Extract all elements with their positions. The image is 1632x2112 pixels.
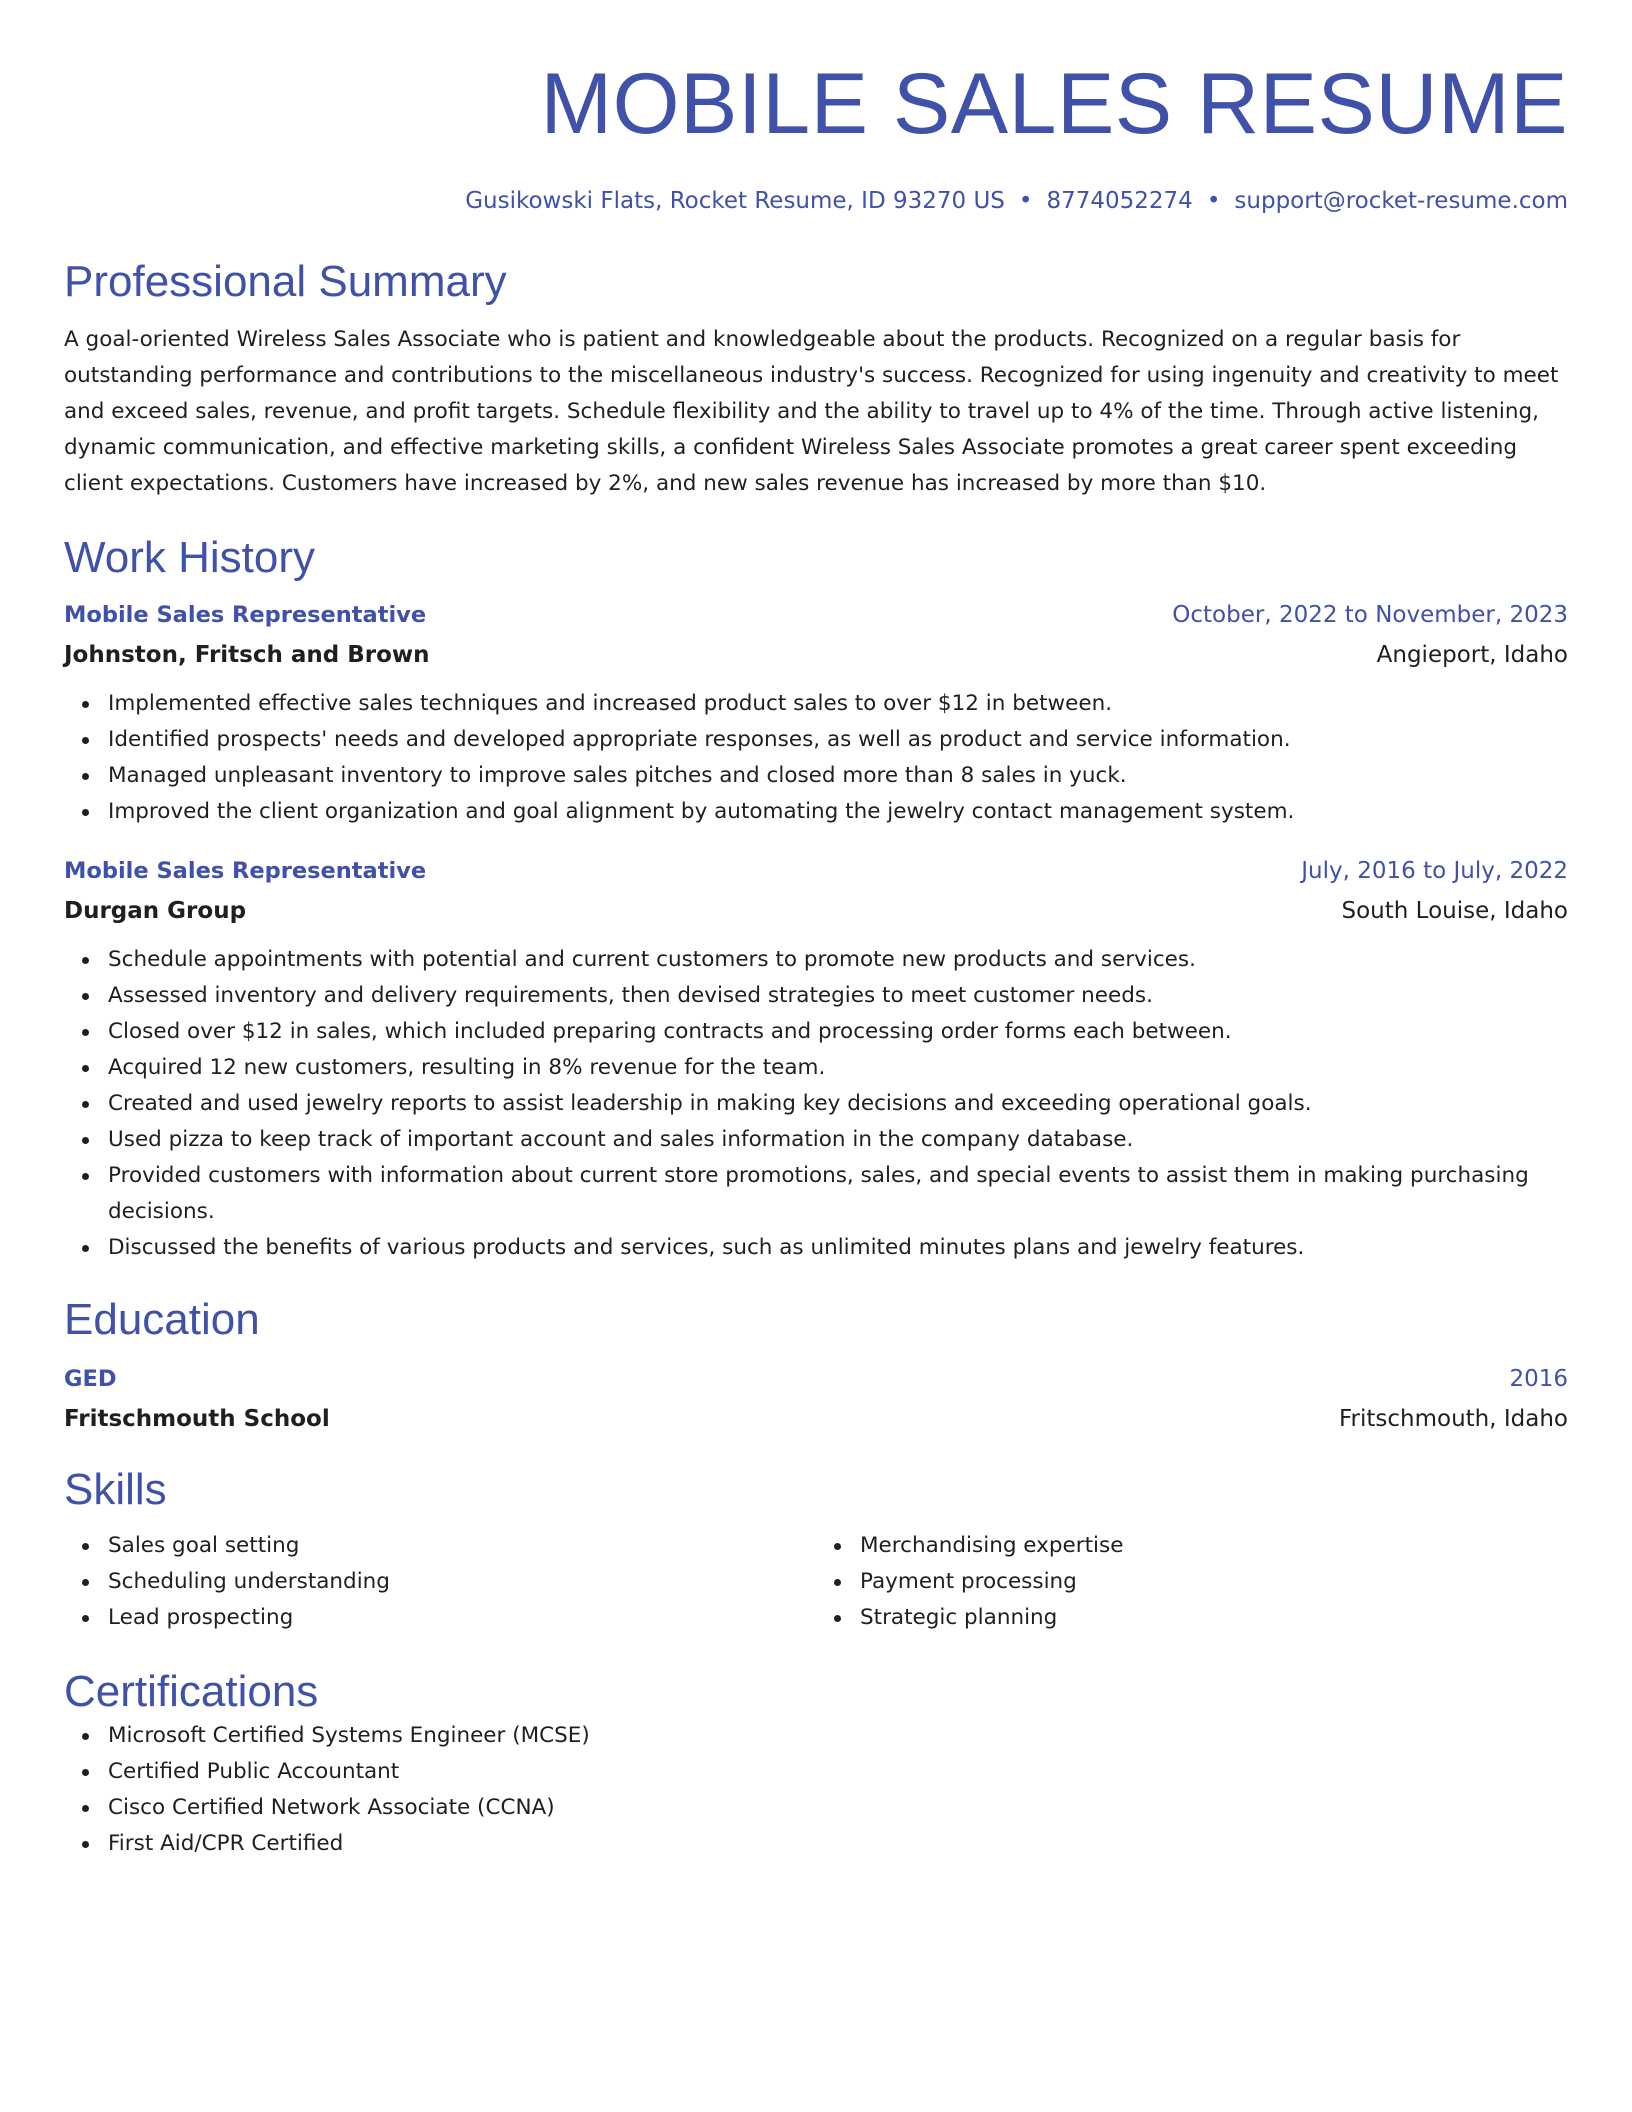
skill-item: Scheduling understanding	[108, 1564, 816, 1600]
job-bullet: Identified prospects' needs and developed appropriate responses, as well as product and service information.	[108, 722, 1568, 758]
summary-text: A goal-oriented Wireless Sales Associate who is patient and knowledgeable about the products. Recognized on a regular basis for outstanding performance and contributions to the miscellaneous industry's success. Recognized for using ingenuity and creativity to meet and exceed sales, revenue, and profit targets. Schedule flexibility and the ability to travel up to 4% of the time. Through active listening, dynamic communication, and effective marketing skills, a confident Wireless Sales Associate promotes a great career spent exceeding client expectations. Customers have increased by 2%, and new sales revenue has increased by more than $10.	[64, 327, 1559, 496]
job-company-row	[64, 640, 1568, 670]
job-bullet: Schedule appointments with potential and current customers to promote new products and services.	[108, 942, 1568, 978]
skill-item: Merchandising expertise	[860, 1528, 1568, 1564]
certification-item: Microsoft Certified Systems Engineer (MCSE)	[108, 1718, 1568, 1754]
job-entry	[64, 856, 1568, 1266]
certifications-list	[64, 1718, 1568, 1862]
resume-name: MOBILE SALES RESUME	[540, 56, 1568, 152]
contact-separator: •	[1206, 188, 1221, 214]
job-bullets	[64, 942, 1568, 1266]
skill-item: Payment processing	[860, 1564, 1568, 1600]
job-bullet: Created and used jewelry reports to assist leadership in making key decisions and exceeding operational goals.	[108, 1086, 1568, 1122]
job-company: Johnston, Fritsch and Brown	[64, 642, 430, 668]
contact-email: support@rocket-resume.com	[1234, 188, 1568, 214]
education-degree: GED	[64, 1366, 117, 1392]
summary-heading: Professional Summary	[64, 257, 507, 306]
certification-item: Cisco Certified Network Associate (CCNA)	[108, 1790, 1568, 1826]
skills-columns	[64, 1528, 1568, 1636]
job-bullet: Assessed inventory and delivery requirements, then devised strategies to meet customer needs.	[108, 978, 1568, 1014]
job-title: Mobile Sales Representative	[64, 858, 427, 884]
skills-list-right	[816, 1528, 1568, 1636]
job-bullet: Managed unpleasant inventory to improve sales pitches and closed more than 8 sales in yuck.	[108, 758, 1568, 794]
job-dates: July, 2016 to July, 2022	[1301, 858, 1568, 884]
work-history-heading: Work History	[64, 533, 315, 582]
contact-line	[64, 186, 1568, 216]
skill-item: Sales goal setting	[108, 1528, 816, 1564]
skills-heading: Skills	[64, 1465, 167, 1514]
skills-list-left	[64, 1528, 816, 1636]
contact-phone: 8774052274	[1046, 188, 1193, 214]
education-year: 2016	[1509, 1366, 1568, 1392]
job-bullet: Implemented effective sales techniques and increased product sales to over $12 in between.	[108, 686, 1568, 722]
contact-address: Gusikowski Flats, Rocket Resume, ID 93270 US	[465, 188, 1005, 214]
skill-item: Lead prospecting	[108, 1600, 816, 1636]
education-degree-row	[64, 1364, 1568, 1394]
job-company: Durgan Group	[64, 898, 247, 924]
education-entry	[64, 1364, 1568, 1434]
job-title-row	[64, 856, 1568, 886]
certification-item: First Aid/CPR Certified	[108, 1826, 1568, 1862]
job-entry	[64, 600, 1568, 830]
job-title: Mobile Sales Representative	[64, 602, 427, 628]
job-bullet: Used pizza to keep track of important account and sales information in the company database.	[108, 1122, 1568, 1158]
job-bullet: Discussed the benefits of various products and services, such as unlimited minutes plans and jewelry features.	[108, 1230, 1568, 1266]
skill-item: Strategic planning	[860, 1600, 1568, 1636]
job-bullet: Acquired 12 new customers, resulting in 8% revenue for the team.	[108, 1050, 1568, 1086]
certification-item: Certified Public Accountant	[108, 1754, 1568, 1790]
education-heading: Education	[64, 1295, 260, 1344]
education-school: Fritschmouth School	[64, 1406, 330, 1432]
education-school-row	[64, 1404, 1568, 1434]
job-company-row	[64, 896, 1568, 926]
job-title-row	[64, 600, 1568, 630]
job-location: South Louise, Idaho	[1341, 898, 1568, 924]
job-bullets	[64, 686, 1568, 830]
certifications-heading: Certifications	[64, 1667, 319, 1716]
job-bullet: Improved the client organization and goal alignment by automating the jewelry contact management system.	[108, 794, 1568, 830]
job-bullet: Closed over $12 in sales, which included preparing contracts and processing order forms each between.	[108, 1014, 1568, 1050]
contact-separator: •	[1018, 188, 1033, 214]
job-dates: October, 2022 to November, 2023	[1172, 602, 1568, 628]
job-location: Angieport, Idaho	[1376, 642, 1568, 668]
education-location: Fritschmouth, Idaho	[1338, 1406, 1568, 1432]
job-bullet: Provided customers with information about current store promotions, sales, and special events to assist them in making purchasing decisions.	[108, 1158, 1568, 1230]
resume-header	[64, 56, 1568, 216]
